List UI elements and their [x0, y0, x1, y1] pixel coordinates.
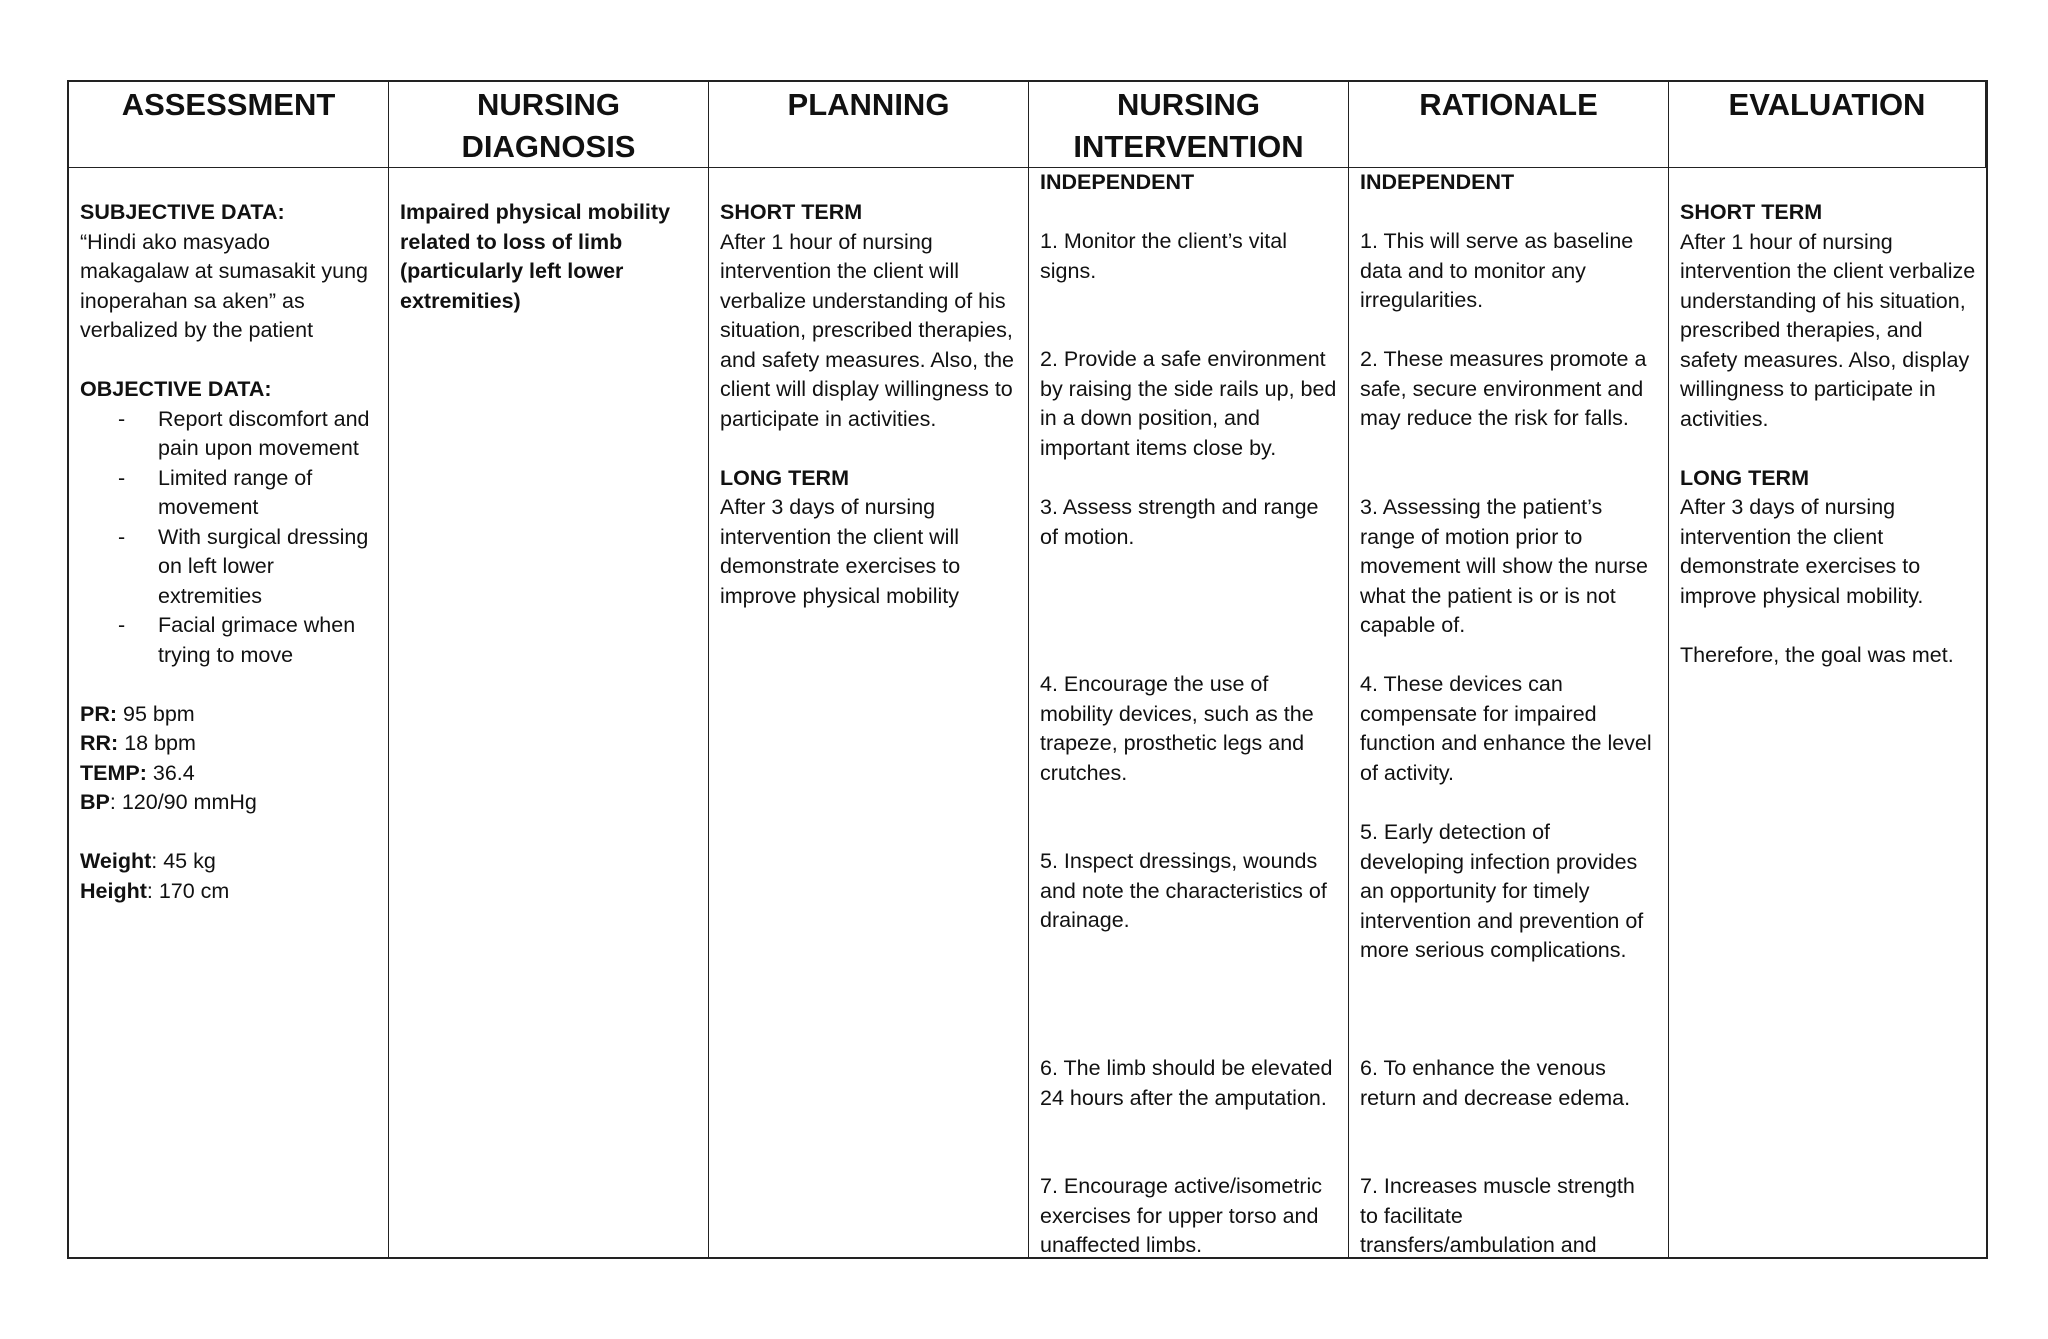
subjective-data-text: “Hindi ako masyado makagalaw at sumasakit yung inoperahan sa aken” as verbalized by the patient — [80, 229, 369, 342]
rationale-item-1: 1. This will serve as baseline data and to monitor any irregularities. — [1360, 229, 1634, 312]
list-item: - Facial grimace when trying to move — [118, 613, 356, 667]
evaluation-short-term-text: After 1 hour of nursing intervention the client verbalize understanding of his situation, prescribed therapies, and safety measures. Also, display willingness to participate in activities. — [1680, 229, 1976, 431]
evaluation-cell — [1669, 168, 1986, 1257]
rationale-item-4: 4. These devices can compensate for impaired function and enhance the level of activity. — [1360, 672, 1652, 785]
nursing-diagnosis-text: Impaired physical mobility related to loss of limb (particularly left lower extremities) — [400, 200, 671, 313]
rationale-item-3: 3. Assessing the patient’s range of motion prior to movement will show the nurse what the patient is or is not capable of. — [1360, 495, 1648, 637]
vital-temp: TEMP: 36.4 — [80, 760, 195, 785]
planning-short-term-label: SHORT TERM — [720, 200, 863, 224]
planning-long-term-label: LONG TERM — [720, 465, 849, 490]
intervention-item-1: 1. Monitor the client’s vital signs. — [1040, 229, 1287, 283]
intervention-item-2: 2. Provide a safe environment by raising the side rails up, bed in a down position, and important items close by. — [1040, 347, 1337, 460]
header-nursing-diagnosis: NURSING DIAGNOSIS — [389, 82, 709, 168]
intervention-cell — [1029, 168, 1349, 1257]
rationale-item-2: 2. These measures promote a safe, secure environment and may reduce the risk for falls. — [1360, 347, 1647, 430]
rationale-cell — [1349, 168, 1669, 1257]
rationale-item-6: 6. To enhance the venous return and decrease edema. — [1360, 1056, 1631, 1110]
rationale-item-5: 5. Early detection of developing infection provides an opportunity for timely intervention and prevention of more serious complications. — [1360, 820, 1644, 962]
header-evaluation: EVALUATION — [1669, 82, 1986, 168]
evaluation-long-term-text: After 3 days of nursing intervention the client demonstrate exercises to improve physical mobility. — [1680, 495, 1924, 608]
list-item: - With surgical dressing on left lower extremities — [118, 524, 369, 608]
assessment-cell — [69, 168, 389, 1257]
intervention-item-3: 3. Assess strength and range of motion. — [1040, 495, 1319, 549]
vital-bp: BP: 120/90 mmHg — [80, 790, 257, 814]
objective-data-label: OBJECTIVE DATA: — [80, 377, 272, 401]
planning-long-term-text: After 3 days of nursing intervention the client will demonstrate exercises to improve physical mobility — [720, 495, 961, 608]
intervention-item-5: 5. Inspect dressings, wounds and note the characteristics of drainage. — [1040, 849, 1327, 932]
evaluation-short-term-label: SHORT TERM — [1680, 200, 1823, 224]
intervention-item-7: 7. Encourage active/isometric exercises for upper torso and unaffected limbs. — [1040, 1174, 1323, 1257]
evaluation-long-term-label: LONG TERM — [1680, 465, 1809, 490]
measure-weight: Weight: 45 kg — [80, 849, 216, 873]
list-item: - Limited range of movement — [118, 465, 313, 519]
vital-pr: PR: 95 bpm — [80, 701, 195, 726]
measure-height: Height: 170 cm — [80, 878, 230, 903]
evaluation-conclusion: Therefore, the goal was met. — [1680, 642, 1954, 667]
header-assessment: ASSESSMENT — [69, 82, 389, 168]
subjective-data-label: SUBJECTIVE DATA: — [80, 200, 285, 224]
intervention-item-6: 6. The limb should be elevated 24 hours after the amputation. — [1040, 1056, 1333, 1110]
vital-rr: RR: 18 bpm — [80, 731, 196, 755]
rationale-item-7: 7. Increases muscle strength to facilitate transfers/ambulation and — [1360, 1174, 1635, 1257]
header-planning: PLANNING — [709, 82, 1029, 168]
header-rationale: RATIONALE — [1349, 82, 1669, 168]
intervention-item-4: 4. Encourage the use of mobility devices, such as the trapeze, prosthetic legs and crutches. — [1040, 672, 1314, 785]
rationale-independent-label: INDEPENDENT — [1360, 170, 1515, 194]
intervention-independent-label: INDEPENDENT — [1040, 170, 1195, 194]
header-nursing-intervention: NURSING INTERVENTION — [1029, 82, 1349, 168]
nursing-care-plan-table — [67, 80, 1988, 1259]
planning-cell — [709, 168, 1029, 1257]
list-item: - Report discomfort and pain upon movement — [118, 406, 370, 460]
diagnosis-cell — [389, 168, 709, 1257]
planning-short-term-text: After 1 hour of nursing intervention the client will verbalize understanding of his situation, prescribed therapies, and safety measures. Also, the client will display willingness to participate in activities. — [720, 229, 1014, 431]
objective-data-list — [80, 405, 378, 671]
